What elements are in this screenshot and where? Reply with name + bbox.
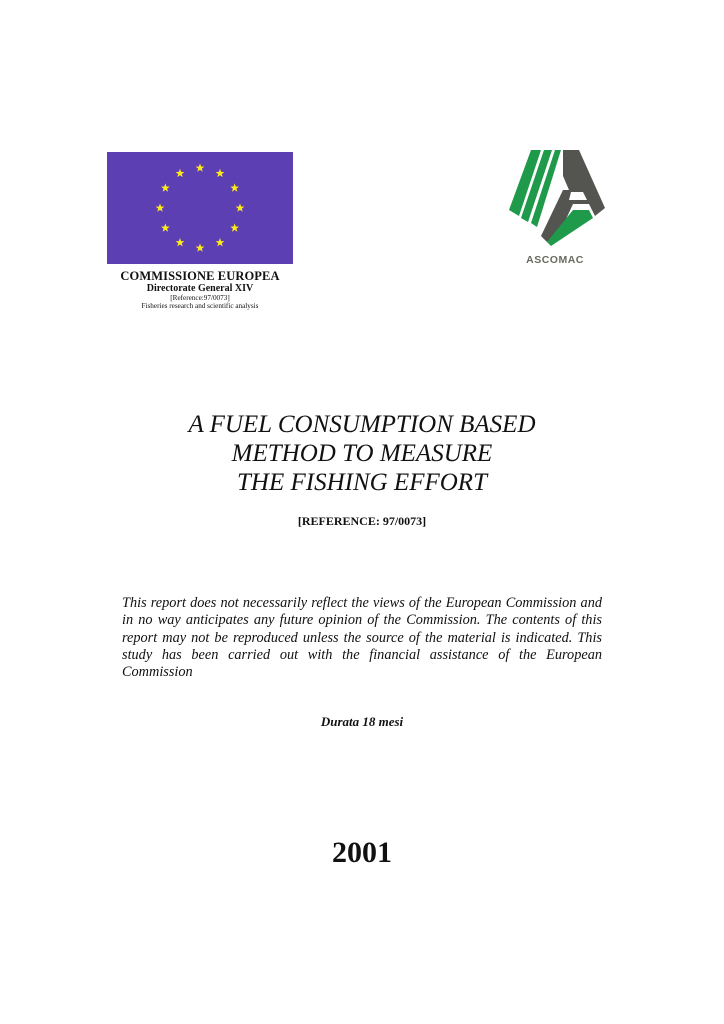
- eu-organization-name: COMMISSIONE EUROPEA: [120, 269, 280, 283]
- ascomac-name: ASCOMAC: [526, 254, 584, 266]
- publication-year: 2001: [332, 836, 392, 869]
- ascomac-logo-icon: [503, 150, 607, 246]
- disclaimer-text: This report does not necessarily reflect the views of the European Commission and in no way anticipates any future opinion of the Commission. The contents of this report may not be reproduced unless the source of the material is indicated. This study has been carried out with the financial assistance of the European Commission: [122, 595, 602, 681]
- eu-directorate: Directorate General XIV: [146, 283, 254, 294]
- document-title: [62, 410, 662, 497]
- title-line-1: A FUEL CONSUMPTION BASED: [188, 411, 536, 438]
- eu-commission-header: [100, 152, 300, 310]
- eu-flag-icon: [107, 152, 293, 264]
- title-line-2: METHOD TO MEASURE: [231, 440, 493, 467]
- eu-unit: Fisheries research and scientific analysis: [141, 302, 259, 310]
- eu-reference: [Reference:97/0073]: [170, 294, 230, 302]
- ascomac-header: [503, 150, 607, 266]
- title-line-3: THE FISHING EFFORT: [237, 469, 487, 496]
- reference-number: [REFERENCE: 97/0073]: [297, 514, 427, 528]
- duration-text: Durata 18 mesi: [320, 714, 404, 729]
